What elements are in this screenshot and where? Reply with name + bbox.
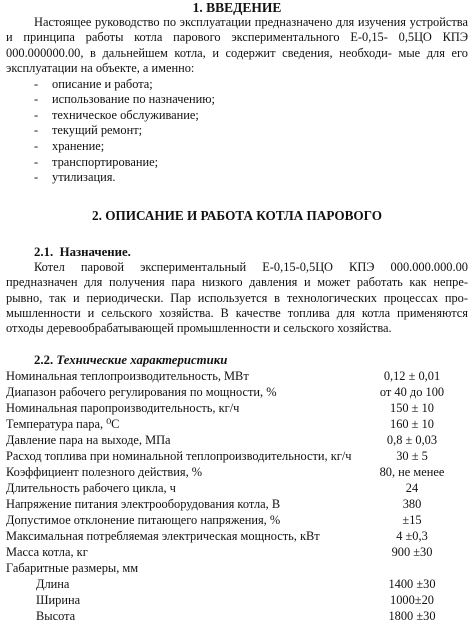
spec-label: Высота — [36, 608, 76, 623]
spec-value: 24 — [405, 480, 419, 495]
spec-value: от 40 до 100 — [379, 384, 445, 399]
purpose-paragraph — [6, 260, 468, 337]
spec-label: Допустимое отклонение питающего напряжения, % — [6, 512, 281, 527]
spec-value: 30 ± 5 — [396, 448, 428, 463]
spec-label: Напряжение питания электрооборудования котла, В — [6, 496, 281, 511]
spec-value: 160 ± 10 — [390, 416, 434, 431]
purpose-line-3: рывно, так и периодически. Пар используется в технологических процессах про- — [6, 290, 468, 305]
specifications-table — [6, 368, 468, 624]
spec-label: Длительность рабочего цикла, ч — [6, 480, 176, 495]
spec-value: ±15 — [402, 512, 422, 527]
purpose-line-4: мышленности и сельского хозяйства. В качестве топлива для котла применяются — [6, 306, 468, 320]
spec-value — [356, 560, 468, 576]
spec-label: Длина — [36, 576, 70, 591]
intro-line-4: мые для его эксплуатации на объекте, а именно: — [6, 45, 468, 76]
section-2-title: 2. ОПИСАНИЕ И РАБОТА КОТЛА ПАРОВОГО — [92, 207, 382, 223]
spec-label: Ширина — [36, 592, 81, 607]
spec-label: Масса котла, кг — [6, 544, 88, 559]
table-row — [6, 544, 468, 560]
spec-label: Коэффициент полезного действия, % — [6, 464, 203, 479]
table-row — [6, 432, 468, 448]
list-item: - описание и работа; — [34, 77, 468, 93]
table-row — [6, 608, 468, 624]
table-row — [6, 528, 468, 544]
table-row — [6, 384, 468, 400]
list-item: - хранение; — [34, 139, 468, 155]
purpose-line-1: Котел паровой экспериментальный Е-0,15-0,5ЦО КПЭ 000.000.000.00 — [34, 259, 468, 274]
table-row — [6, 464, 468, 480]
purpose-line-2: предназначен для получения пара низкого давления и может работать как непре- — [6, 275, 468, 290]
subsection-title: Назначение. — [59, 244, 131, 259]
table-row — [6, 576, 468, 592]
spec-value: 0,12 ± 0,01 — [383, 368, 441, 383]
spec-value: 150 ± 10 — [390, 400, 434, 415]
spec-label: Максимальная потребляемая электрическая мощность, кВт — [6, 528, 320, 543]
spec-label: Давление пара на выходе, МПа — [6, 432, 171, 447]
spec-label: Габаритные размеры, мм — [6, 560, 139, 575]
spec-value: 900 ±30 — [391, 544, 433, 559]
table-row — [6, 512, 468, 528]
subsection-2-1-heading — [34, 245, 468, 260]
purpose-line-5: отходы деревообрабатывающей промышленности и сельского хозяйства. — [6, 321, 392, 336]
spec-label: Номинальная паропроизводительность, кг/ч — [6, 400, 240, 415]
spec-value: 0,8 ± 0,03 — [386, 432, 438, 447]
subsection-title: Технические характеристики — [56, 352, 228, 367]
table-row — [6, 496, 468, 512]
spec-value: 380 — [402, 496, 422, 511]
list-item: - текущий ремонт; — [34, 123, 468, 139]
section-1-title: 1. ВВЕДЕНИЕ — [192, 0, 282, 15]
specifications-body — [6, 368, 468, 624]
table-row — [6, 480, 468, 496]
subsection-number: 2.2. — [34, 352, 54, 367]
spec-label: Расход топлива при номинальной теплопроизводительности, кг/ч — [6, 448, 352, 463]
table-row — [6, 560, 468, 576]
spec-label: Температура пара, ⁰С — [6, 416, 120, 431]
spec-label: Номинальная теплопроизводительность, МВт — [6, 368, 249, 383]
spec-value: 4 ±0,3 — [396, 528, 428, 543]
table-row — [6, 368, 468, 384]
table-row — [6, 416, 468, 432]
intro-line-3: 0,5ЦО КПЭ 000.000000.00, в дальнейшем котла, и содержит сведения, необходи- — [6, 30, 468, 60]
spec-value: 1800 ±30 — [388, 608, 436, 623]
spec-value: 1000±20 — [390, 592, 434, 607]
table-row — [6, 400, 468, 416]
intro-line-2: устройства и принципа работы котла парового экспериментального Е-0,15- — [6, 15, 468, 45]
list-item: - использование по назначению; — [34, 92, 468, 108]
spec-value: 80, не менее — [379, 464, 445, 479]
list-item: - утилизация. — [34, 170, 468, 186]
spec-label: Диапазон рабочего регулирования по мощности, % — [6, 384, 277, 399]
table-row — [6, 592, 468, 608]
subsection-number: 2.1. — [34, 244, 54, 259]
intro-line-1: Настоящее руководство по эксплуатации предназначено для изучения — [34, 15, 406, 29]
intro-paragraph — [6, 15, 468, 77]
list-item: - транспортирование; — [34, 155, 468, 171]
spec-value: 1400 ±30 — [388, 576, 436, 591]
table-row — [6, 448, 468, 464]
contents-list — [6, 77, 468, 186]
subsection-2-2-heading — [34, 353, 468, 368]
list-item: - техническое обслуживание; — [34, 108, 468, 124]
